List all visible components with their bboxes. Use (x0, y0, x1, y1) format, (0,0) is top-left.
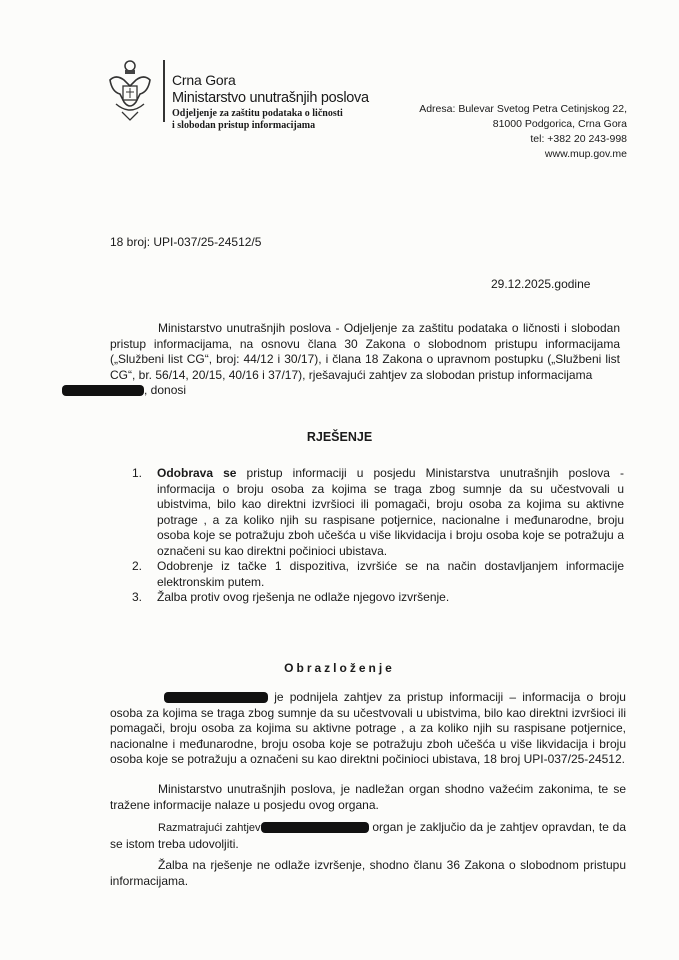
reasoning-text-3-end: organ je zaključio da je zahtjev opravdan, te da se istom treba udovoljiti. (110, 820, 627, 851)
intro-end: , donosi (144, 383, 187, 397)
coat-of-arms-icon (106, 58, 154, 122)
reasoning-paragraph-1 (110, 690, 626, 768)
intro-paragraph (110, 321, 620, 399)
intro-text: Ministarstvo unutrašnjih poslova - Odjeljenje za zaštitu podataka o ličnosti i slobodan pristup informacijama, na osnovu člana 30 Zakona o slobodnom pristupu informacijama („Službeni list CG“, broj: 44/12 i 30/17), i člana 18 Zakona o upravnom postupku („Službeni list CG“, br. 56/14, 20/15, 40/16 i 37/17), rješavajući zahtjev za slobodan pristup informacijama (110, 321, 620, 382)
decision-item (132, 466, 624, 559)
item-number: 3. (132, 590, 143, 604)
reasoning-text-3-start: Razmatrajući zahtjev (158, 822, 261, 834)
decision-list (132, 466, 624, 606)
website: www.mup.gov.me (544, 148, 627, 160)
document-date: 29.12.2025.godine (491, 277, 591, 291)
contact-block (419, 102, 627, 162)
item-bold: Odobrava se (157, 466, 237, 480)
redacted-name (261, 822, 369, 833)
country-name: Crna Gora (172, 72, 236, 88)
address-line-1: Adresa: Bulevar Svetog Petra Cetinjskog 22, (419, 103, 627, 115)
department-line-1: Odjeljenje za zaštitu podataka o ličnosti (172, 108, 343, 119)
redacted-name (164, 692, 268, 703)
redacted-name (62, 385, 144, 396)
decision-item (132, 559, 624, 590)
item-text: Odobrenje iz tačke 1 dispozitiva, izvršiće se na način dostavljanjem informacije elektronskim putem. (157, 559, 624, 589)
department-name (172, 108, 343, 132)
reasoning-paragraph-3 (110, 820, 626, 852)
item-number: 2. (132, 559, 143, 573)
reasoning-text-1: je podnijela zahtjev za pristup informaciji – informacija o broju osoba za kojima se traga zbog sumnje da su učestvovali u ubistvima, bilo kao direktni izvršioci ili pomagači, broju osoba za kojima su aktivne potrage , a za koliko njih su raspisane potjernice, nacionalne i međunarodne, broju osoba koje se potražuju zboh učešća u više likvidacija i broju osoba koje se potražuju a označeni su kao direktni počinioci ubistava, 18 broj UPI-037/25-24512. (110, 690, 626, 766)
phone: tel: +382 20 243-998 (530, 133, 627, 145)
address-line-2: 81000 Podgorica, Crna Gora (492, 118, 627, 130)
header-divider (163, 60, 165, 122)
reasoning-paragraph-4: Žalba na rješenje ne odlaže izvršenje, shodno članu 36 Zakona o slobodnom pristupu informacijama. (110, 858, 626, 888)
department-line-2: i slobodan pristup informacijama (172, 120, 316, 131)
decision-title: RJEŠENJE (306, 430, 373, 444)
decision-item (132, 590, 624, 606)
item-text: pristup informaciji u posjedu Ministarstva unutrašnjih poslova - informacija o broju osoba za kojima se traga zbog sumnje da su učestvovali u ubistvima, bilo kao direktni izvršioci ili pomagači, broju osoba za kojima su aktivne potrage , a za koliko njih su raspisane potjernice, nacionalne i međunarodne, broju osoba koje se potražuju zboh učešća u više likvidacija i broju osoba koje se potražuju a označeni su kao direktni počinioci ubistava. (157, 466, 624, 558)
item-number: 1. (132, 466, 143, 480)
ministry-name: Ministarstvo unutrašnjih poslova (172, 90, 369, 106)
item-text: Žalba protiv ovog rješenja ne odlaže njegovo izvršenje. (157, 590, 450, 604)
reasoning-title: Obrazloženje (284, 661, 395, 675)
reasoning-paragraph-2: Ministarstvo unutrašnjih poslova, je nadležan organ shodno važećim zakonima, te se tražene informacije nalaze u posjedu ovog organa. (110, 782, 626, 812)
reference-number: 18 broj: UPI-037/25-24512/5 (110, 235, 262, 249)
